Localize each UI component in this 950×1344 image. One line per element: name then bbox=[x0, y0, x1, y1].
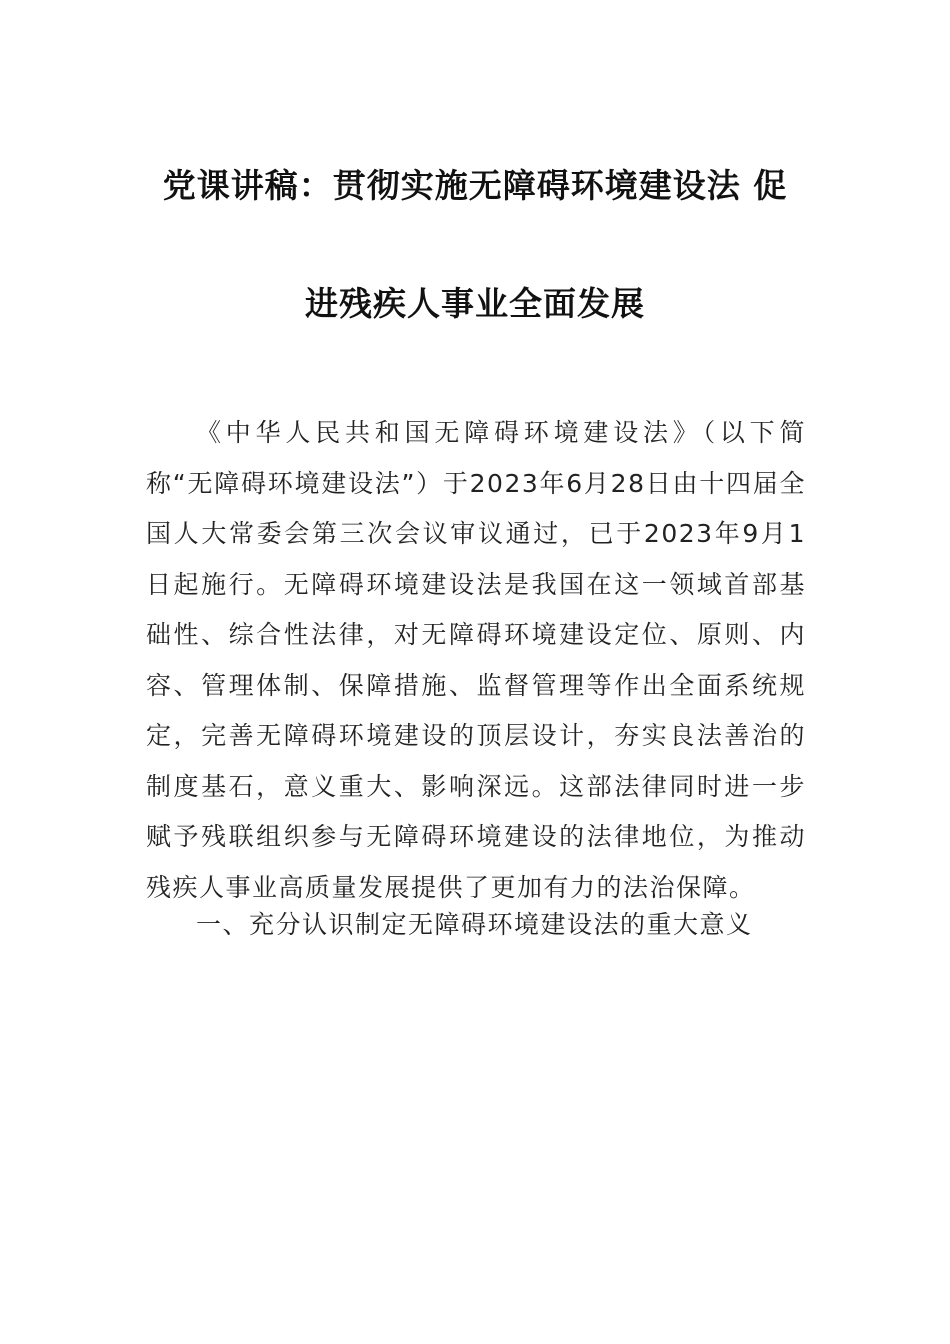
section-heading: 一、充分认识制定无障碍环境建设法的重大意义 bbox=[196, 910, 753, 939]
document-title-line-1: 党课讲稿：贯彻实施无障碍环境建设法 促 bbox=[162, 166, 788, 205]
document-title-line-2: 进残疾人事业全面发展 bbox=[305, 284, 645, 323]
body-paragraph: 《中华人民共和国无障碍环境建设法》（以下简称“无障碍环境建设法”）于2023年6月28日由十四届全国人大常委会第三次会议审议通过，已于2023年9月1日起施行。无障碍环境建设法是我国在这一领域首部基础性、综合性法律，对无障碍环境建设定位、原则、内容、管理体制、保障措施、监督管理等作出全面系统规定，完善无障碍环境建设的顶层设计，夯实良法善治的制度基石，意义重大、影响深远。这部法律同时进一步赋予残联组织参与无障碍环境建设的法律地位，为推动残疾人事业高质量发展提供了更加有力的法治保障。 bbox=[146, 418, 806, 902]
